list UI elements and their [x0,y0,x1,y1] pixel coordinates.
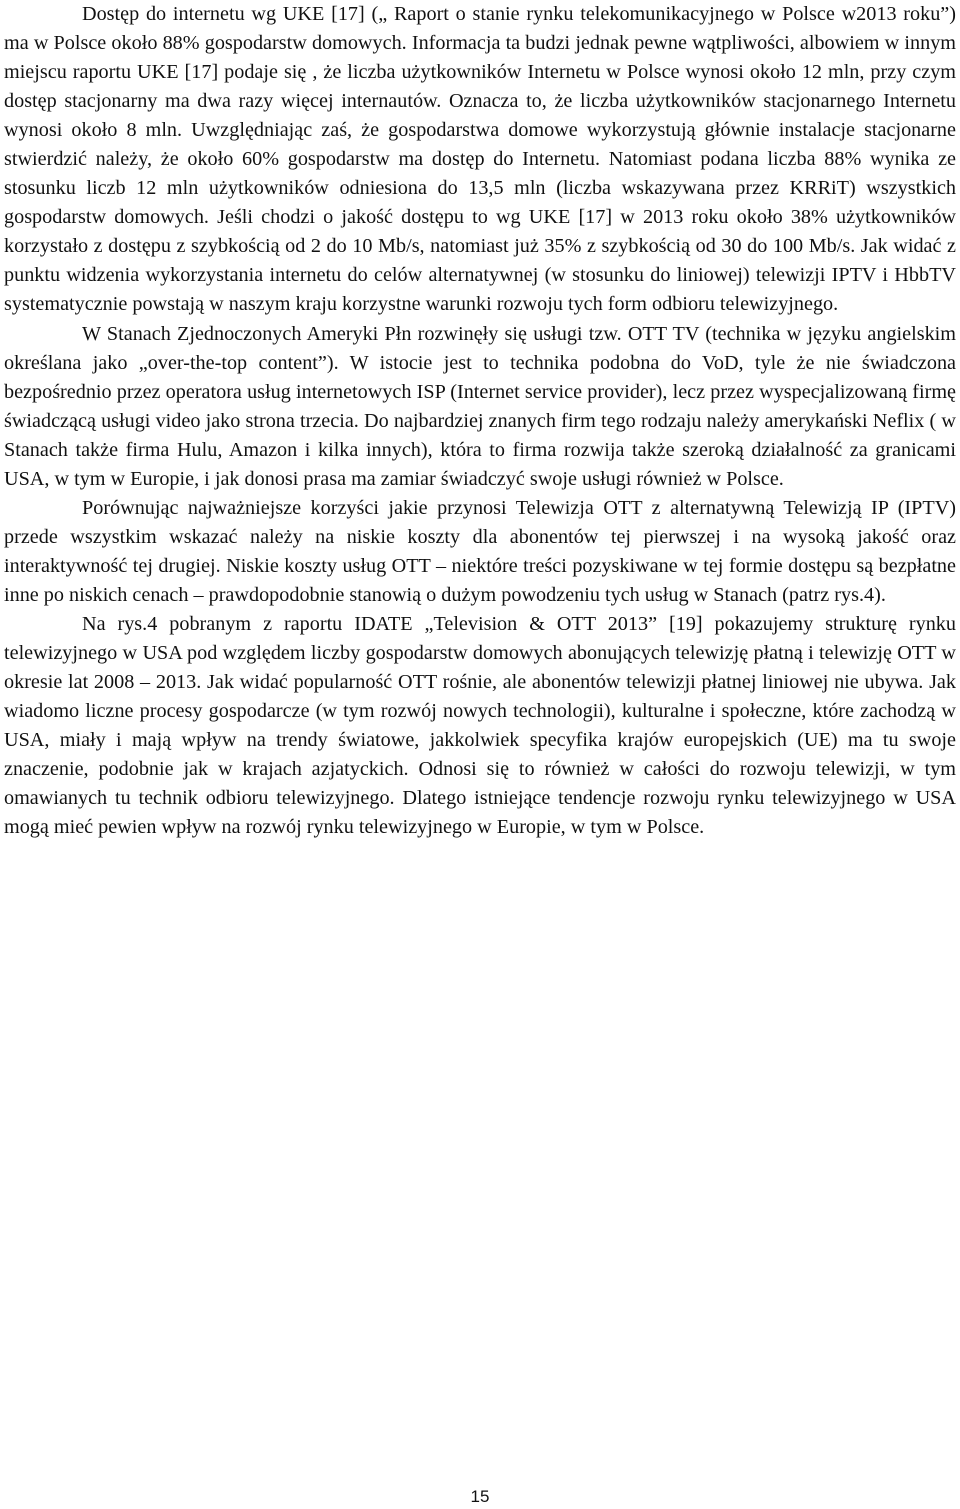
paragraph-us-tv-market: Na rys.4 pobranym z raportu IDATE „Television & OTT 2013” [19] pokazujemy strukturę rynku telewizyjnego w USA pod względem liczby gospodarstw domowych abonujących telewizję płatną i telewizję OTT w okresie lat 2008 – 2013. Jak widać popularność OTT rośnie, ale abonentów telewizji płatnej liniowej nie ubywa. Jak wiadomo liczne procesy gospodarcze (w tym rozwój nowych technologii), kulturalne i społeczne, które zachodzą w USA, miały i mają wpływ na trendy światowe, jakkolwiek specyfika krajów europejskich (UE) ma tu swoje znaczenie, podobnie jak w krajach azjatyckich. Odnosi się to również w całości do rozwoju telewizji, w tym omawianych tu technik odbioru telewizyjnego. Dlatego istniejące tendencje rozwoju rynku telewizyjnego w USA mogą mieć pewien wpływ na rozwój rynku telewizyjnego w Europie, w tym w Polsce. [4,612,956,839]
body-text [4,0,956,842]
paragraph-internet-access: Dostęp do internetu wg UKE [17] („ Raport o stanie rynku telekomunikacyjnego w Polsce w2013 roku”) ma w Polsce około 88% gospodarstw domowych. Informacja ta budzi jednak pewne wątpliwości, albowiem w innym miejscu raportu UKE [17] podaje się , że liczba użytkowników Internetu w Polsce wynosi około 12 mln, przy czym dostęp stacjonarny ma dwa razy więcej internautów. Oznacza to, że liczba użytkowników stacjonarnego Internetu wynosi około 8 mln. Uwzględniając zaś, że gospodarstwa domowe wykorzystują głównie instalacje stacjonarne stwierdzić należy, że około 60% gospodarstw ma dostęp do Internetu. Natomiast podana liczba 88% wynika ze stosunku liczb 12 mln użytkowników odniesiona do 13,5 mln (liczba wskazywana przez KRRiT) wszystkich gospodarstw domowych. Jeśli chodzi o jakość dostępu to wg UKE [17] w 2013 roku około 38% użytkowników korzystało z dostępu z szybkością od 2 do 10 Mb/s, natomiast już 35% z szybkością od 30 do 100 Mb/s. Jak widać z punktu widzenia wykorzystania internetu do celów alternatywnej (w stosunku do liniowej) telewizji IPTV i HbbTV systematycznie powstają w naszym kraju korzystne warunki rozwoju tych form odbioru telewizyjnego. [4,3,956,316]
paragraph-ott-usa: W Stanach Zjednoczonych Ameryki Płn rozwinęły się usługi tzw. OTT TV (technika w języku angielskim określana jako „over-the-top content”). W istocie jest to technika podobna do VoD, tyle że nie świadczona bezpośrednio przez operatora usług internetowych ISP (Internet service provider), lecz przez wyspecjalizowaną firmę świadczącą usługi video jako strona trzecia. Do najbardziej znanych firm tego rodzaju należy amerykański Neflix ( w Stanach także firma Hulu, Amazon i kilka innych), która to firma rozwija także szeroką działalność za granicami USA, w tym w Europie, i jak donosi prasa ma zamiar świadczyć swoje usługi również w Polsce. [4,322,956,490]
paragraph-ott-vs-iptv: Porównując najważniejsze korzyści jakie przynosi Telewizja OTT z alternatywną Telewizją IP (IPTV) przede wszystkim wskazać należy na niskie koszty dla abonentów tej pierwszej i na wysoką jakość oraz interaktywność tej drugiej. Niskie koszty usług OTT – niektóre treści pozyskiwane w tej formie dostępu są bezpłatne inne po niskich cenach – prawdopodobnie stanowią o dużym powodzeniu tych usług w Stanach (patrz rys.4). [4,496,956,606]
page-number: 15 [470,1487,490,1506]
